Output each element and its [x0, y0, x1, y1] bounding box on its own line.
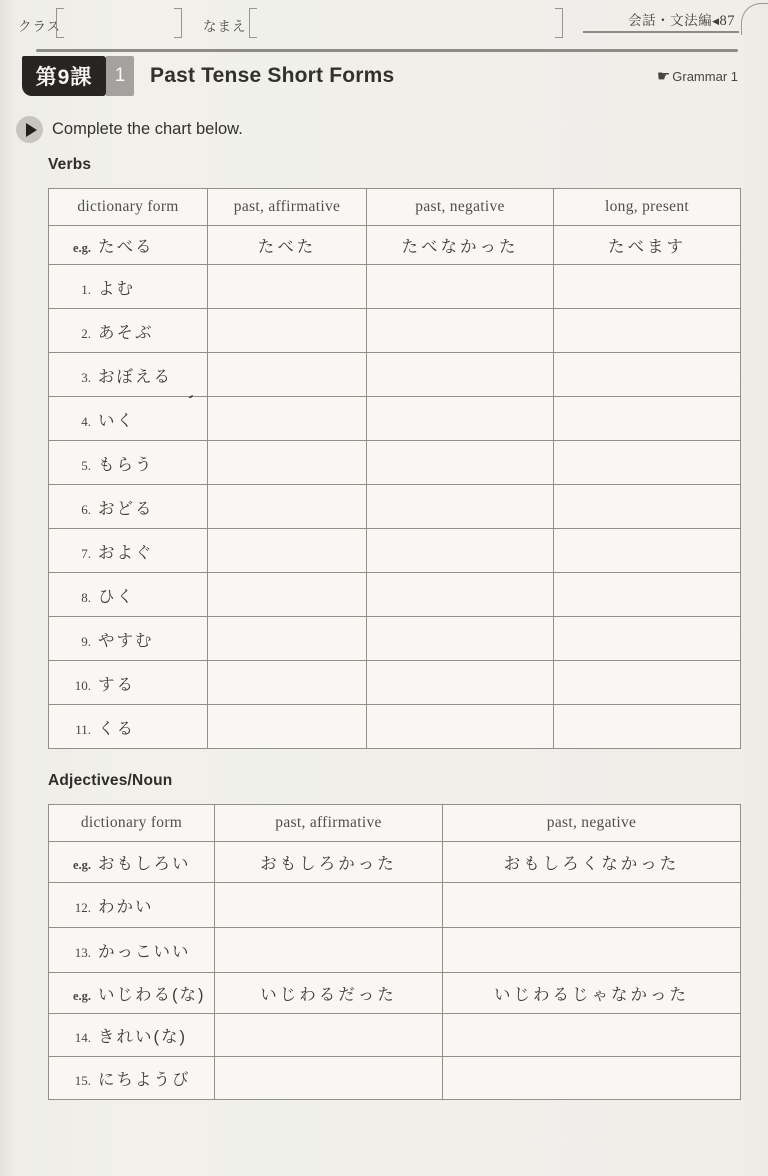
instruction-bullet — [16, 116, 43, 143]
bracket-left — [56, 8, 64, 38]
row-number: 5. — [81, 457, 91, 473]
row-number: 12. — [74, 900, 91, 915]
example-answer: おもしろかった — [215, 842, 443, 883]
row-number: 1. — [81, 281, 91, 297]
answer-cell[interactable] — [367, 617, 554, 661]
lesson-badge-label: 第9課 — [35, 66, 93, 89]
dictionary-word: わかい — [98, 898, 154, 916]
row-number: 8. — [81, 589, 91, 605]
row-number: 14. — [74, 1030, 91, 1045]
answer-cell[interactable] — [443, 1014, 741, 1057]
grammar-reference-label: Grammar 1 — [672, 69, 738, 84]
column-header: past, affirmative — [215, 805, 443, 842]
answer-cell[interactable] — [367, 441, 554, 485]
row-number: 2. — [81, 325, 91, 341]
section-tab — [583, 9, 735, 30]
answer-cell[interactable] — [443, 928, 741, 973]
answer-cell[interactable] — [554, 705, 741, 749]
answer-cell[interactable] — [215, 928, 443, 973]
tab-corner-curve — [741, 3, 768, 35]
adjectives-table — [48, 804, 741, 1100]
row-number: 4. — [81, 413, 91, 429]
dictionary-word: あそぶ — [98, 323, 154, 342]
dictionary-word: ひく — [98, 587, 135, 606]
answer-cell[interactable] — [367, 529, 554, 573]
bracket-left — [249, 8, 257, 38]
verbs-table — [48, 188, 741, 749]
name-label: なまえ — [203, 19, 247, 34]
answer-cell[interactable] — [367, 485, 554, 529]
dictionary-word: おぼえる — [98, 367, 172, 386]
answer-cell[interactable] — [443, 883, 741, 928]
class-label: クラス — [18, 19, 62, 34]
dictionary-word: およぐ — [98, 543, 154, 562]
example-answer: いじわるだった — [215, 973, 443, 1014]
bracket-right — [555, 8, 563, 38]
answer-cell[interactable] — [367, 353, 554, 397]
verbs-example-row — [49, 226, 741, 265]
verb-row — [49, 661, 741, 705]
example-answer: たべた — [208, 226, 367, 265]
verb-row — [49, 529, 741, 573]
adjective-example-row — [49, 842, 741, 883]
column-header: long, present — [554, 189, 741, 226]
pointing-hand-icon: ☛ — [656, 68, 671, 85]
dictionary-word: にちようび — [98, 1071, 191, 1089]
answer-cell[interactable] — [208, 353, 367, 397]
column-header: past, negative — [367, 189, 554, 226]
adjective-example-row — [49, 973, 741, 1014]
answer-cell[interactable] — [367, 705, 554, 749]
dictionary-word: たべる — [98, 238, 154, 256]
row-number: 6. — [81, 501, 91, 517]
dictionary-word: やすむ — [98, 631, 154, 650]
verb-row — [49, 573, 741, 617]
answer-cell[interactable] — [208, 441, 367, 485]
row-number: 7. — [81, 545, 91, 561]
answer-cell[interactable] — [208, 573, 367, 617]
example-label: e.g. — [72, 858, 91, 872]
grammar-reference — [583, 67, 738, 85]
answer-cell[interactable] — [215, 1014, 443, 1057]
verb-row — [49, 617, 741, 661]
answer-cell[interactable] — [554, 573, 741, 617]
row-number: 15. — [74, 1073, 91, 1088]
answer-cell[interactable] — [443, 1057, 741, 1100]
adjectives-heading: Adjectives/Noun — [48, 772, 173, 789]
verb-row — [49, 353, 741, 397]
answer-cell[interactable] — [554, 661, 741, 705]
row-number: 9. — [81, 633, 91, 649]
dictionary-word: かっこいい — [98, 943, 191, 961]
answer-cell[interactable] — [208, 661, 367, 705]
lesson-title: Past Tense Short Forms — [150, 64, 395, 87]
example-answer: たべます — [554, 226, 741, 265]
dictionary-word: いじわる(な) — [98, 986, 206, 1004]
verb-row — [49, 441, 741, 485]
answer-cell[interactable] — [554, 441, 741, 485]
verb-row — [49, 485, 741, 529]
answer-cell[interactable] — [367, 573, 554, 617]
answer-cell[interactable] — [208, 485, 367, 529]
row-number: 11. — [75, 721, 91, 737]
verb-row — [49, 309, 741, 353]
answer-cell[interactable] — [215, 883, 443, 928]
verb-row — [49, 397, 741, 441]
answer-cell[interactable] — [554, 353, 741, 397]
verbs-heading: Verbs — [48, 156, 92, 173]
answer-cell[interactable] — [554, 529, 741, 573]
example-answer: おもしろくなかった — [443, 842, 741, 883]
dictionary-word: いく — [98, 411, 135, 430]
answer-cell[interactable] — [208, 397, 367, 441]
dictionary-word: おどる — [98, 499, 154, 518]
section-number-badge — [106, 56, 134, 96]
dictionary-word: もらう — [98, 455, 154, 474]
page-number: 87 — [719, 13, 735, 29]
answer-cell[interactable] — [208, 265, 367, 309]
answer-cell[interactable] — [208, 705, 367, 749]
answer-cell[interactable] — [367, 397, 554, 441]
answer-cell[interactable] — [554, 265, 741, 309]
answer-cell[interactable] — [208, 529, 367, 573]
section-number: 1 — [114, 65, 126, 86]
dictionary-word: する — [98, 675, 135, 694]
example-answer: たべなかった — [367, 226, 554, 265]
dictionary-word: おもしろい — [98, 855, 191, 873]
adjective-row — [49, 1057, 741, 1100]
adjective-row — [49, 928, 741, 973]
section-tab-label: 会話・文法編 — [628, 13, 713, 28]
answer-cell[interactable] — [554, 397, 741, 441]
answer-cell[interactable] — [208, 309, 367, 353]
class-input-box[interactable] — [56, 8, 182, 38]
row-number: 13. — [74, 945, 91, 960]
row-number: 3. — [81, 369, 91, 385]
column-header: dictionary form — [49, 189, 208, 226]
verbs-header-row — [49, 189, 741, 226]
answer-cell[interactable] — [208, 617, 367, 661]
adjectives-header-row — [49, 805, 741, 842]
column-header: past, negative — [443, 805, 741, 842]
answer-cell[interactable] — [554, 309, 741, 353]
answer-cell[interactable] — [367, 661, 554, 705]
adjective-row — [49, 1014, 741, 1057]
answer-cell[interactable] — [554, 617, 741, 661]
answer-cell[interactable] — [367, 309, 554, 353]
answer-cell[interactable] — [554, 485, 741, 529]
column-header: dictionary form — [49, 805, 215, 842]
instruction-text: Complete the chart below. — [52, 120, 243, 138]
dictionary-word: よむ — [98, 279, 135, 298]
example-answer: いじわるじゃなかった — [443, 973, 741, 1014]
answer-cell[interactable] — [215, 1057, 443, 1100]
dictionary-word: きれい(な) — [98, 1028, 187, 1046]
page-marker-icon: ◀ — [712, 16, 720, 26]
dictionary-word: くる — [98, 719, 135, 738]
play-arrow-icon — [26, 123, 37, 137]
example-label: e.g. — [72, 989, 91, 1003]
header-rule — [36, 49, 738, 52]
name-input-box[interactable] — [249, 8, 563, 38]
bracket-right — [174, 8, 182, 38]
verb-row — [49, 265, 741, 309]
row-number: 10. — [74, 677, 91, 693]
lesson-badge — [22, 56, 106, 96]
tab-underline — [583, 31, 739, 33]
adjective-row — [49, 883, 741, 928]
column-header: past, affirmative — [208, 189, 367, 226]
answer-cell[interactable] — [367, 265, 554, 309]
verb-row — [49, 705, 741, 749]
example-label: e.g. — [72, 241, 91, 255]
